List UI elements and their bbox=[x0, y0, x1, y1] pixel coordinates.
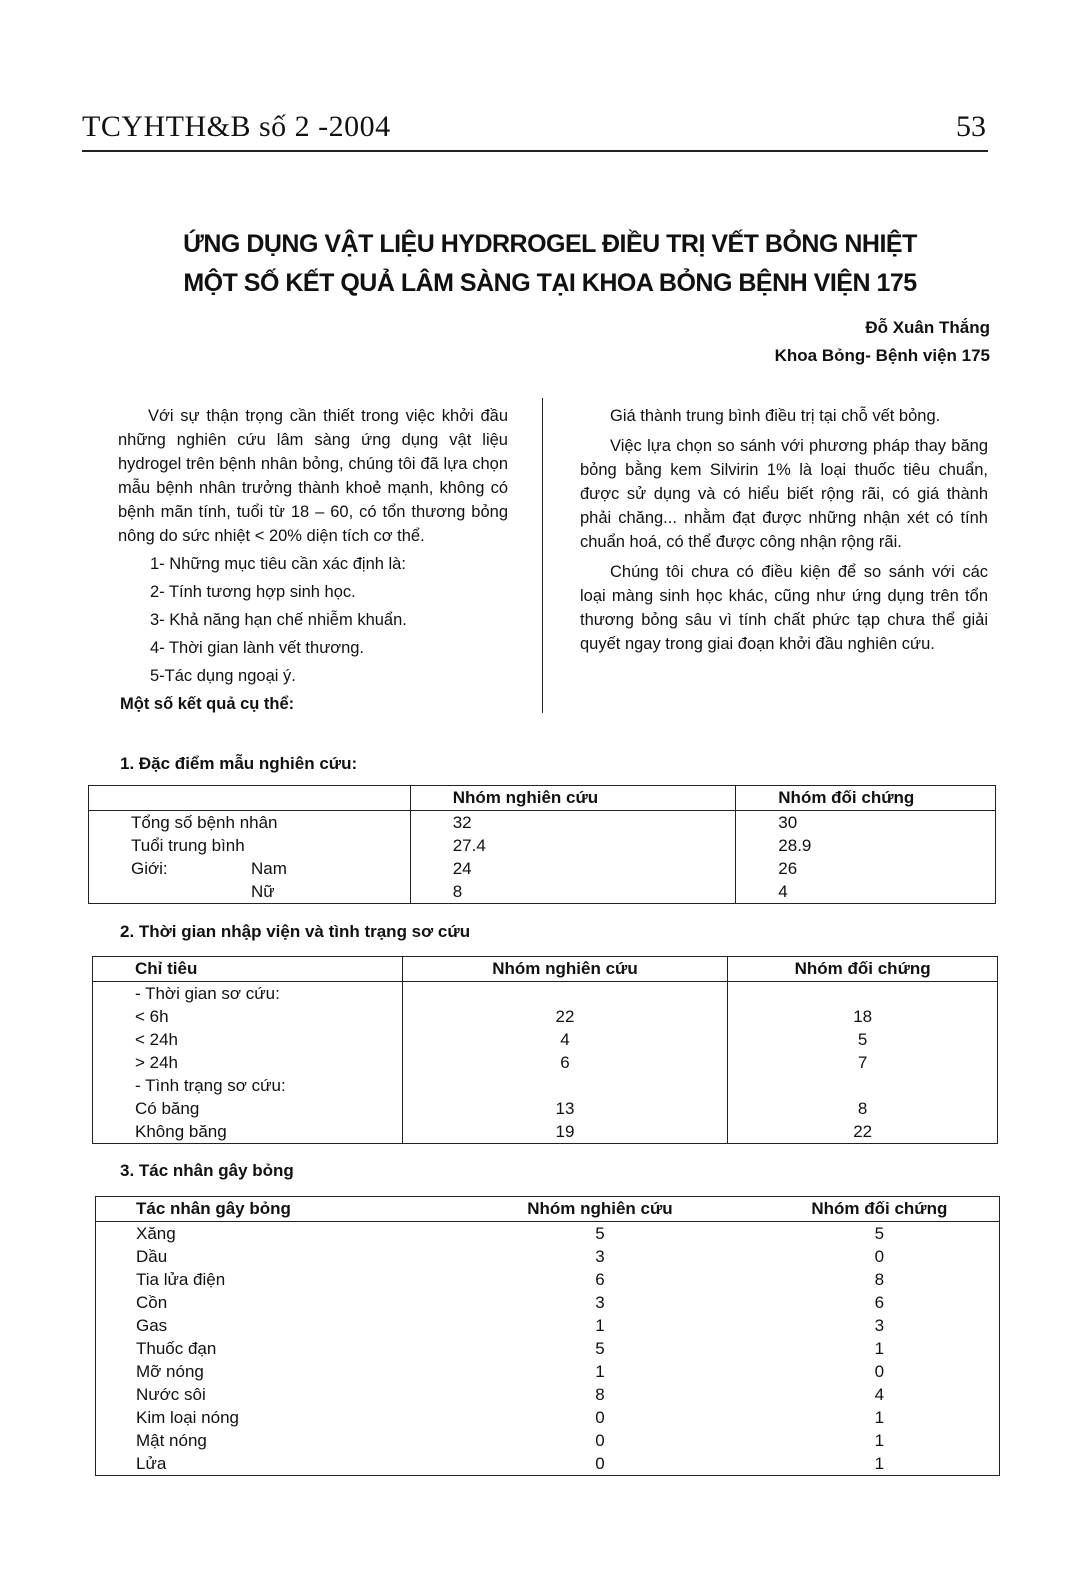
table-cell-label: > 24h bbox=[135, 1053, 179, 1072]
section-3-title: 3. Tác nhân gây bỏng bbox=[120, 1161, 294, 1180]
table-cell: 0 bbox=[595, 1431, 605, 1450]
list-item: 1- Những mục tiêu cần xác định là: bbox=[150, 555, 406, 573]
table-cell: 1 bbox=[874, 1339, 885, 1358]
table-cell-label: Cồn bbox=[136, 1293, 168, 1312]
paragraph: Việc lựa chọn so sánh với phương pháp thay băng bỏng bằng kem Silvirin 1% là loại thuốc tiêu chuẩn, được sử dụng và có hiểu biết rộng rãi, có giá thành phải chăng... nhằm đạt được những nhận xét có tính chuẩn hoá, có thể được công nhận rộng rãi. bbox=[580, 437, 988, 551]
table-cell: 18 bbox=[728, 1005, 998, 1028]
table-cell: 4 bbox=[874, 1385, 885, 1404]
table-row bbox=[96, 1268, 1000, 1291]
table-cell bbox=[402, 1074, 728, 1097]
table-header-cell: Chỉ tiêu bbox=[93, 957, 403, 982]
row-label: Tổng số bệnh nhân bbox=[131, 813, 278, 832]
table-cell: 3 bbox=[874, 1316, 885, 1335]
table-cell: 5 bbox=[728, 1028, 998, 1051]
table-cell-label: - Thời gian sơ cứu: bbox=[135, 984, 280, 1003]
list-item: 4- Thời gian lành vết thương. bbox=[150, 639, 365, 657]
table-cell: 1 bbox=[595, 1316, 605, 1335]
table-cell: 5 bbox=[595, 1339, 605, 1358]
table-cell: 4 bbox=[402, 1028, 728, 1051]
table-row bbox=[93, 1051, 998, 1074]
results-heading: Một số kết quả cụ thể: bbox=[120, 695, 295, 713]
row-label: Giới: bbox=[131, 859, 168, 878]
table-header-cell bbox=[89, 786, 411, 811]
table-header-cell: Tác nhân gây bỏng bbox=[96, 1197, 441, 1222]
table-cell: 1 bbox=[595, 1362, 605, 1381]
table-cell: 30 bbox=[736, 811, 996, 835]
table-cell-label: Có băng bbox=[135, 1099, 200, 1118]
table-row bbox=[96, 1452, 1000, 1476]
author-block bbox=[775, 314, 990, 370]
table-cell: 0 bbox=[595, 1408, 605, 1427]
table-cell-label: Mỡ nóng bbox=[136, 1362, 204, 1381]
table-cell-label: Xăng bbox=[136, 1224, 176, 1243]
table-cell: 3 bbox=[595, 1293, 605, 1312]
table-cell-label: Nước sôi bbox=[136, 1385, 206, 1404]
table-cell: 24 bbox=[410, 857, 736, 880]
table-row bbox=[93, 1097, 998, 1120]
table-cell bbox=[728, 1074, 998, 1097]
table-header-cell: Nhóm đối chứng bbox=[728, 957, 998, 982]
table-cell: 0 bbox=[874, 1362, 885, 1381]
table-sample-characteristics bbox=[88, 785, 996, 904]
table-header-row bbox=[89, 786, 996, 811]
table-row bbox=[89, 857, 996, 880]
page-header bbox=[82, 108, 988, 152]
table-cell bbox=[402, 982, 728, 1006]
table-admission-first-aid bbox=[92, 956, 998, 1144]
table-cell-label bbox=[89, 834, 411, 857]
page-number: 53 bbox=[956, 110, 986, 143]
table-row bbox=[93, 1005, 998, 1028]
journal-name: TCYHTH&B số 2 -2004 bbox=[82, 110, 391, 143]
paragraph: Chúng tôi chưa có điều kiện để so sánh với các loại màng sinh học khác, cũng như ứng dụng trên tổn thương bỏng sâu vì tính chất phức tạp chưa thể giải quyết ngay trong giai đoạn khởi đầu nghiên cứu. bbox=[580, 563, 988, 653]
list-item: 3- Khả năng hạn chế nhiễm khuẩn. bbox=[150, 611, 407, 629]
table-cell-label: Kim loại nóng bbox=[136, 1408, 240, 1427]
table-row bbox=[96, 1245, 1000, 1268]
table-cell-label bbox=[89, 880, 411, 904]
table-cell-label: Mật nóng bbox=[136, 1431, 207, 1450]
table-header-row bbox=[93, 957, 998, 982]
table-cell: 3 bbox=[595, 1247, 605, 1266]
table-cell: 19 bbox=[402, 1120, 728, 1144]
author-affiliation: Khoa Bỏng- Bệnh viện 175 bbox=[774, 346, 990, 365]
table-header-row bbox=[96, 1197, 1000, 1222]
table-cell: 0 bbox=[595, 1454, 605, 1473]
table-cell bbox=[728, 982, 998, 1006]
table-cell: 1 bbox=[874, 1408, 885, 1427]
table-row bbox=[96, 1337, 1000, 1360]
table-row bbox=[93, 1120, 998, 1144]
table-cell: 5 bbox=[595, 1224, 605, 1243]
paragraph: Giá thành trung bình điều trị tại chỗ vết bỏng. bbox=[610, 407, 941, 425]
table-cell-label: Dầu bbox=[136, 1247, 168, 1266]
list-item: 2- Tính tương hợp sinh học. bbox=[150, 583, 356, 601]
table-burn-agents bbox=[95, 1196, 1000, 1476]
table-cell: 6 bbox=[402, 1051, 728, 1074]
table-cell: 0 bbox=[874, 1247, 885, 1266]
table-row bbox=[89, 880, 996, 904]
table-cell-label bbox=[89, 811, 411, 835]
table-cell-label: Tia lửa điện bbox=[136, 1270, 226, 1289]
table-cell-label: < 24h bbox=[135, 1030, 179, 1049]
table-cell-label: Gas bbox=[136, 1316, 168, 1335]
table-cell: 22 bbox=[402, 1005, 728, 1028]
table-row bbox=[96, 1291, 1000, 1314]
table-row bbox=[93, 982, 998, 1006]
table-row bbox=[93, 1074, 998, 1097]
table-cell: 8 bbox=[595, 1385, 605, 1404]
article-title-line-1: ỨNG DỤNG VẬT LIỆU HYDRROGEL ĐIỀU TRỊ VẾT BỎNG NHIỆT bbox=[183, 230, 917, 258]
table-cell-label: < 6h bbox=[135, 1007, 169, 1026]
table-row bbox=[96, 1383, 1000, 1406]
list-item: 5-Tác dụng ngoại ý. bbox=[150, 667, 296, 685]
table-header-cell: Nhóm đối chứng bbox=[736, 786, 996, 811]
row-label: Tuổi trung bình bbox=[131, 836, 245, 855]
table-cell: 8 bbox=[410, 880, 736, 904]
table-header-cell: Nhóm đối chứng bbox=[760, 1197, 1000, 1222]
table-cell-label: Thuốc đạn bbox=[136, 1339, 217, 1358]
table-header-cell: Nhóm nghiên cứu bbox=[410, 786, 736, 811]
row-sublabel: Nam bbox=[251, 859, 287, 878]
table-cell: 27.4 bbox=[410, 834, 736, 857]
table-cell: 28.9 bbox=[736, 834, 996, 857]
table-row bbox=[96, 1314, 1000, 1337]
table-cell: 5 bbox=[874, 1224, 885, 1243]
column-divider bbox=[542, 398, 543, 713]
row-sublabel: Nữ bbox=[251, 882, 275, 901]
table-cell: 8 bbox=[728, 1097, 998, 1120]
article-title-line-2: MỘT SỐ KẾT QUẢ LÂM SÀNG TẠI KHOA BỎNG BỆNH VIỆN 175 bbox=[183, 269, 917, 297]
table-header-cell: Nhóm nghiên cứu bbox=[440, 1197, 760, 1222]
table-row bbox=[89, 811, 996, 835]
table-cell: 4 bbox=[736, 880, 996, 904]
table-cell: 6 bbox=[595, 1270, 605, 1289]
table-cell: 13 bbox=[402, 1097, 728, 1120]
section-2-title: 2. Thời gian nhập viện và tình trạng sơ cứu bbox=[120, 922, 471, 941]
table-cell: 6 bbox=[874, 1293, 885, 1312]
table-cell: 32 bbox=[410, 811, 736, 835]
table-cell: 1 bbox=[874, 1431, 885, 1450]
table-row bbox=[96, 1429, 1000, 1452]
table-row bbox=[96, 1222, 1000, 1246]
table-cell: 26 bbox=[736, 857, 996, 880]
right-column bbox=[580, 404, 988, 662]
table-row bbox=[89, 834, 996, 857]
table-cell-label: Không băng bbox=[135, 1122, 227, 1141]
table-cell: 1 bbox=[874, 1454, 885, 1473]
table-row bbox=[93, 1028, 998, 1051]
table-row bbox=[96, 1406, 1000, 1429]
table-cell: 7 bbox=[728, 1051, 998, 1074]
section-1-title: 1. Đặc điểm mẫu nghiên cứu: bbox=[120, 754, 358, 773]
table-cell-label: - Tình trạng sơ cứu: bbox=[135, 1076, 286, 1095]
author-name: Đỗ Xuân Thắng bbox=[865, 318, 990, 337]
left-column bbox=[118, 404, 508, 716]
table-cell: 8 bbox=[874, 1270, 885, 1289]
table-cell-label: Lửa bbox=[136, 1454, 167, 1473]
table-cell: 22 bbox=[728, 1120, 998, 1144]
intro-paragraph: Với sự thận trọng cần thiết trong việc khởi đầu những nghiên cứu lâm sàng ứng dụng vật liệu hydrogel trên bệnh nhân bỏng, chúng tôi đã lựa chọn mẫu bệnh nhân trưởng thành khoẻ mạnh, không có bệnh mãn tính, tuổi từ 18 – 60, có tổn thương bỏng nông do sức nhiệt < 20% diện tích cơ thể. bbox=[118, 407, 508, 545]
table-header-cell: Nhóm nghiên cứu bbox=[402, 957, 728, 982]
table-row bbox=[96, 1360, 1000, 1383]
table-cell-label bbox=[89, 857, 411, 880]
table-body bbox=[96, 1222, 1000, 1476]
